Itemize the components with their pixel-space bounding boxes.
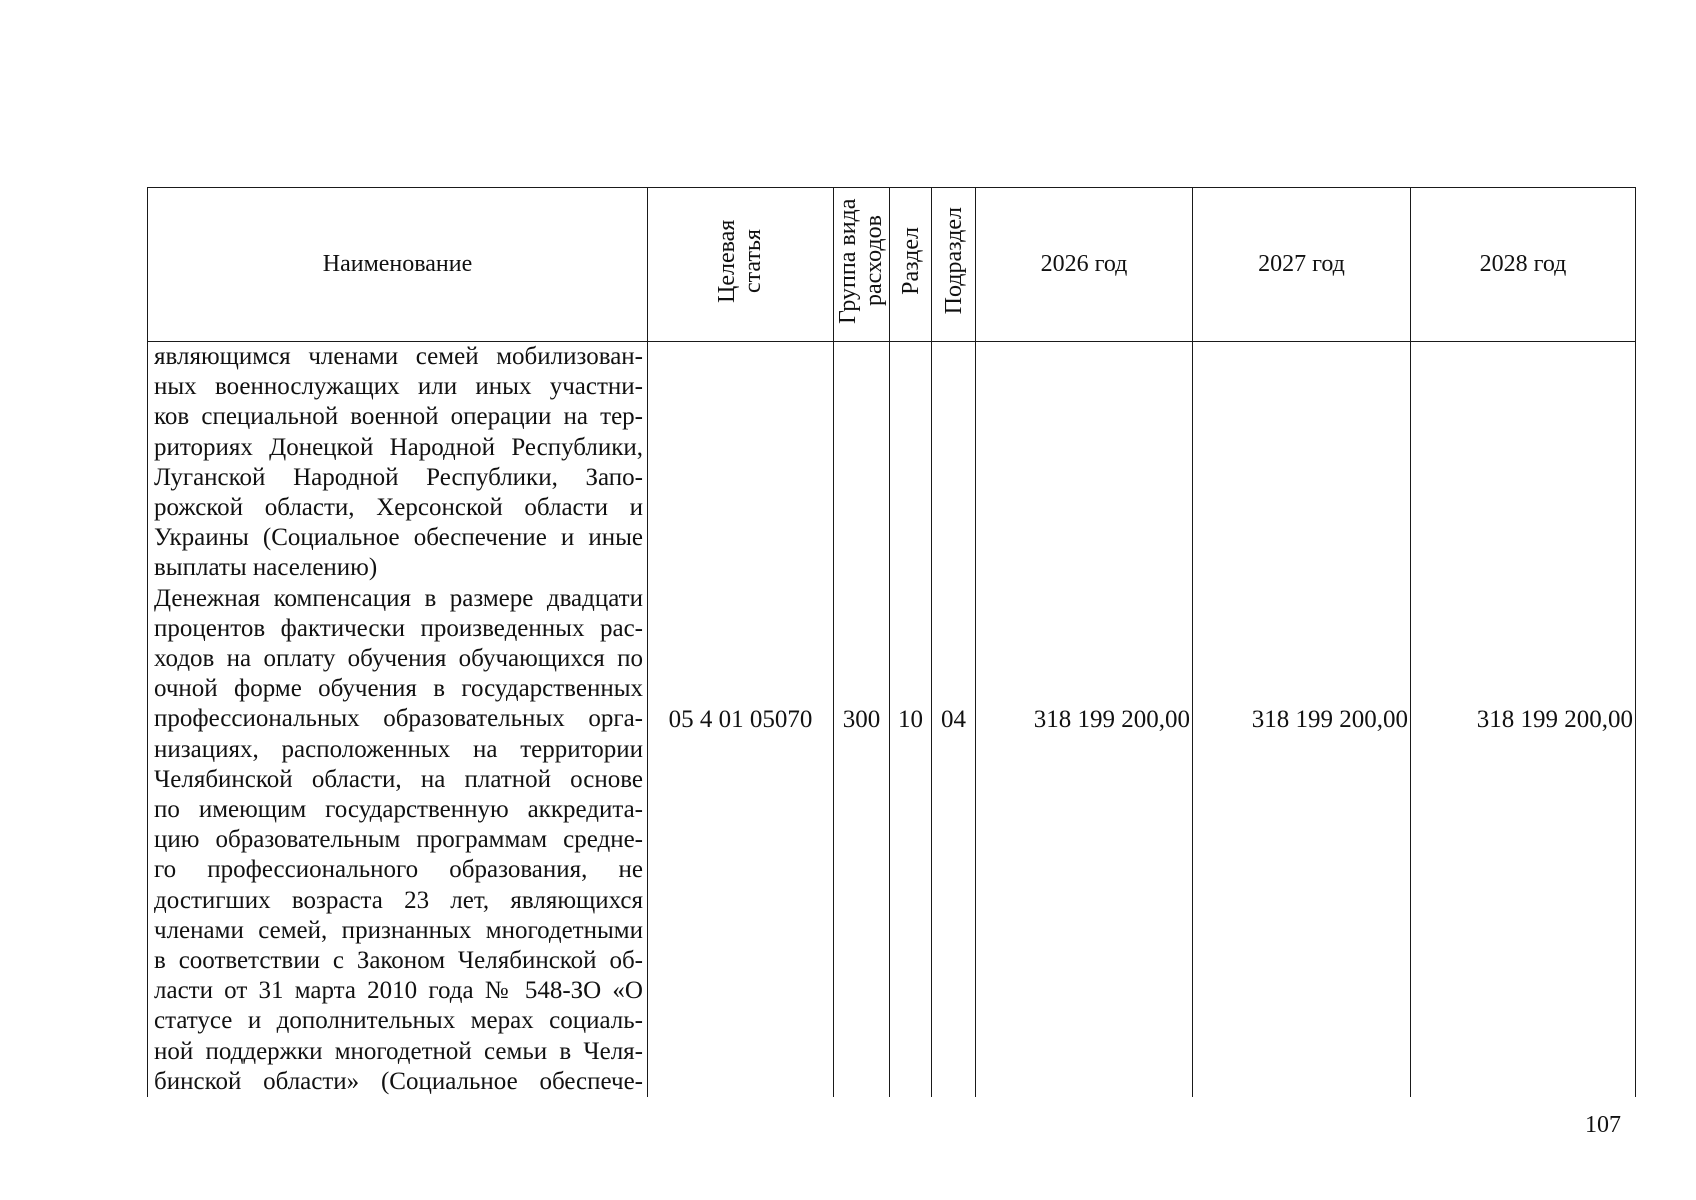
- name-line: являющимся членами семей мобилизован-: [154, 343, 643, 370]
- header-expense-group-label: Группа вида расходов: [834, 198, 887, 324]
- header-row: [148, 188, 1636, 342]
- row-subsection: 04: [932, 342, 976, 1098]
- header-year-2028-label: 2028 год: [1479, 251, 1567, 277]
- header-target-article: [648, 188, 834, 342]
- header-year-2027: [1193, 188, 1411, 342]
- name-line: го профессионального образования, не: [154, 856, 643, 884]
- table-body: [148, 342, 1636, 1098]
- name-line: ных военнослужащих или иных участни-: [154, 373, 643, 401]
- name-line: очной форме обучения в государственных: [154, 675, 643, 703]
- name-line: ходов на оплату обучения обучающихся по: [154, 645, 643, 673]
- name-line: низациях, расположенных на территории: [154, 735, 643, 763]
- header-name-label: Наименование: [322, 251, 473, 277]
- header-year-2026: [976, 188, 1193, 342]
- name-line: рожской области, Херсонской области и: [154, 494, 643, 522]
- header-year-2028: [1411, 188, 1636, 342]
- page-number: 107: [1585, 1112, 1621, 1138]
- name-line: Луганской Народной Республики, Запо-: [154, 463, 643, 491]
- row-name-text: [154, 342, 643, 1097]
- name-line: Денежная компенсация в размере двадцати: [154, 584, 643, 612]
- table-header: [148, 188, 1636, 342]
- name-line: риториях Донецкой Народной Республики,: [154, 433, 643, 461]
- row-section: 10: [890, 342, 932, 1098]
- header-year-2026-label: 2026 год: [1040, 251, 1128, 277]
- name-line: цию образовательным программам средне-: [154, 826, 643, 854]
- name-line: профессиональных образовательных орга-: [154, 705, 643, 733]
- row-amount-2026: 318 199 200,00: [976, 342, 1193, 1098]
- header-target-article-label: Целевая статья: [713, 219, 766, 303]
- header-subsection-label: Подраздел: [940, 207, 967, 315]
- header-section: [890, 188, 932, 342]
- row-amount-2028: 318 199 200,00: [1411, 342, 1636, 1098]
- header-subsection: [932, 188, 976, 342]
- budget-table: [147, 187, 1636, 1097]
- name-line: Украины (Социальное обеспечение и иные: [154, 524, 643, 552]
- name-line: бинской области» (Социальное обеспече-: [154, 1067, 643, 1095]
- table-row: [148, 342, 1636, 1098]
- name-line: выплаты населению): [154, 554, 378, 582]
- name-line: достигших возраста 23 лет, являющихся: [154, 886, 643, 914]
- header-name: [148, 188, 648, 342]
- name-line: ласти от 31 марта 2010 года № 548-ЗО «О: [154, 977, 643, 1005]
- header-expense-group: [834, 188, 890, 342]
- row-amount-2027: 318 199 200,00: [1193, 342, 1411, 1098]
- name-line: по имеющим государственную аккредита-: [154, 796, 643, 824]
- name-line: членами семей, признанных многодетными: [154, 916, 643, 944]
- name-line: Челябинской области, на платной основе: [154, 765, 643, 793]
- name-line: в соответствии с Законом Челябинской об-: [154, 947, 643, 975]
- row-name-cell: [148, 342, 648, 1098]
- header-year-2027-label: 2027 год: [1258, 251, 1345, 277]
- row-expense-group: 300: [834, 342, 890, 1098]
- header-section-label: Раздел: [897, 227, 924, 295]
- name-line: ной поддержки многодетной семьи в Челя-: [154, 1037, 643, 1065]
- name-line: процентов фактически произведенных рас-: [154, 614, 643, 642]
- name-line: статусе и дополнительных мерах социаль-: [154, 1007, 643, 1035]
- name-line: ков специальной военной операции на тер-: [154, 403, 643, 431]
- row-target-article: 05 4 01 05070: [648, 342, 834, 1098]
